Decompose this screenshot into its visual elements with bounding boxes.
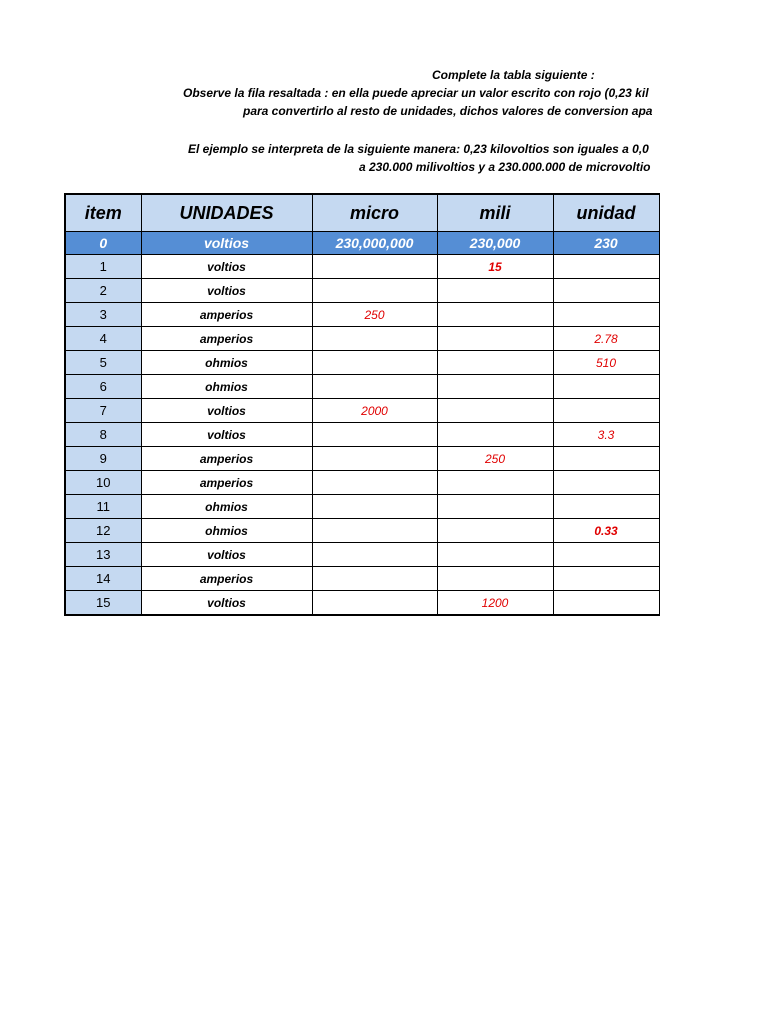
row-unidad-cell[interactable] [553,567,659,591]
row-unidad-cell[interactable] [553,399,659,423]
row-micro-cell[interactable]: 2000 [312,399,437,423]
row-extra [659,423,660,447]
table-row [65,351,660,375]
row-item: 8 [65,423,141,447]
row-unit: amperios [141,303,312,327]
row-extra [659,591,660,616]
row-unit: voltios [141,255,312,279]
table-row [65,375,660,399]
row-unidad-cell[interactable] [553,279,659,303]
row-item: 7 [65,399,141,423]
table-row [65,543,660,567]
row-extra [659,255,660,279]
row-micro-cell[interactable] [312,447,437,471]
row-item: 11 [65,495,141,519]
row-unit: amperios [141,327,312,351]
row-mili-cell[interactable] [437,519,553,543]
row-mili-cell[interactable] [437,567,553,591]
header-micro: micro [312,194,437,232]
table-row [65,471,660,495]
row-mili-cell[interactable] [437,495,553,519]
table-row [65,519,660,543]
header-item: item [65,194,141,232]
row-item: 2 [65,279,141,303]
row-mili-cell[interactable] [437,375,553,399]
table-row [65,255,660,279]
row-micro-cell[interactable] [312,279,437,303]
row-item: 10 [65,471,141,495]
table-row [65,327,660,351]
row-extra [659,375,660,399]
row-mili-cell[interactable] [437,351,553,375]
row-extra [659,399,660,423]
example-unit: voltios [141,232,312,255]
row-micro-cell[interactable] [312,543,437,567]
row-extra [659,567,660,591]
instruction-line-4: El ejemplo se interpreta de la siguiente manera: 0,23 kilovoltios son iguales a 0,0 [188,142,649,156]
example-extra [659,232,660,255]
row-micro-cell[interactable] [312,567,437,591]
row-unidad-cell[interactable] [553,471,659,495]
row-mili-cell[interactable]: 1200 [437,591,553,616]
row-unidad-cell[interactable]: 0.33 [553,519,659,543]
example-mili: 230,000 [437,232,553,255]
row-micro-cell[interactable] [312,423,437,447]
row-micro-cell[interactable] [312,519,437,543]
row-item: 3 [65,303,141,327]
row-micro-cell[interactable] [312,351,437,375]
row-unit: amperios [141,471,312,495]
conversion-table-container [64,193,660,622]
row-unidad-cell[interactable]: 2.78 [553,327,659,351]
row-item: 14 [65,567,141,591]
header-mili: mili [437,194,553,232]
row-mili-cell[interactable] [437,303,553,327]
example-row [65,232,660,255]
row-micro-cell[interactable] [312,495,437,519]
instruction-line-2: Observe la fila resaltada : en ella puede apreciar un valor escrito con rojo (0,23 kil [183,86,649,100]
header-extra [659,194,660,232]
row-extra [659,495,660,519]
row-unidad-cell[interactable] [553,591,659,616]
row-item: 9 [65,447,141,471]
row-micro-cell[interactable] [312,471,437,495]
row-item: 6 [65,375,141,399]
row-unidad-cell[interactable]: 510 [553,351,659,375]
row-item: 4 [65,327,141,351]
row-unit: voltios [141,543,312,567]
row-micro-cell[interactable] [312,591,437,616]
row-unit: ohmios [141,375,312,399]
row-item: 5 [65,351,141,375]
row-mili-cell[interactable] [437,279,553,303]
row-unit: ohmios [141,351,312,375]
table-row [65,279,660,303]
table-row [65,303,660,327]
row-micro-cell[interactable] [312,255,437,279]
row-unidad-cell[interactable] [553,303,659,327]
row-unidad-cell[interactable] [553,495,659,519]
table-row [65,447,660,471]
row-unidad-cell[interactable] [553,447,659,471]
row-extra [659,471,660,495]
row-mili-cell[interactable]: 15 [437,255,553,279]
row-mili-cell[interactable] [437,423,553,447]
row-unit: amperios [141,567,312,591]
row-item: 13 [65,543,141,567]
row-mili-cell[interactable] [437,543,553,567]
row-extra [659,447,660,471]
row-extra [659,279,660,303]
row-unit: voltios [141,279,312,303]
row-item: 1 [65,255,141,279]
table-row [65,423,660,447]
example-unidad: 230 [553,232,659,255]
header-unidad: unidad [553,194,659,232]
row-mili-cell[interactable]: 250 [437,447,553,471]
table-row [65,591,660,616]
row-mili-cell[interactable] [437,399,553,423]
table-row [65,399,660,423]
row-extra [659,303,660,327]
example-micro: 230,000,000 [312,232,437,255]
row-unit: voltios [141,591,312,616]
row-unidad-cell[interactable] [553,543,659,567]
row-item: 15 [65,591,141,616]
row-item: 12 [65,519,141,543]
table-row [65,567,660,591]
row-micro-cell[interactable] [312,375,437,399]
row-unit: ohmios [141,495,312,519]
conversion-table [64,193,660,616]
row-mili-cell[interactable] [437,471,553,495]
row-extra [659,543,660,567]
row-unit: voltios [141,399,312,423]
instruction-line-5: a 230.000 milivoltios y a 230.000.000 de microvoltio [359,160,651,174]
row-unidad-cell[interactable] [553,375,659,399]
row-unit: amperios [141,447,312,471]
row-micro-cell[interactable] [312,327,437,351]
row-mili-cell[interactable] [437,327,553,351]
row-extra [659,327,660,351]
row-unit: voltios [141,423,312,447]
example-item: 0 [65,232,141,255]
row-extra [659,519,660,543]
instructions [0,66,660,176]
row-unidad-cell[interactable]: 3.3 [553,423,659,447]
instruction-line-1: Complete la tabla siguiente : [432,68,595,82]
row-unidad-cell[interactable] [553,255,659,279]
row-extra [659,351,660,375]
header-row [65,194,660,232]
row-unit: ohmios [141,519,312,543]
header-unidades: UNIDADES [141,194,312,232]
table-row [65,495,660,519]
row-micro-cell[interactable]: 250 [312,303,437,327]
instruction-line-3: para convertirlo al resto de unidades, dichos valores de conversion apa [243,104,653,118]
